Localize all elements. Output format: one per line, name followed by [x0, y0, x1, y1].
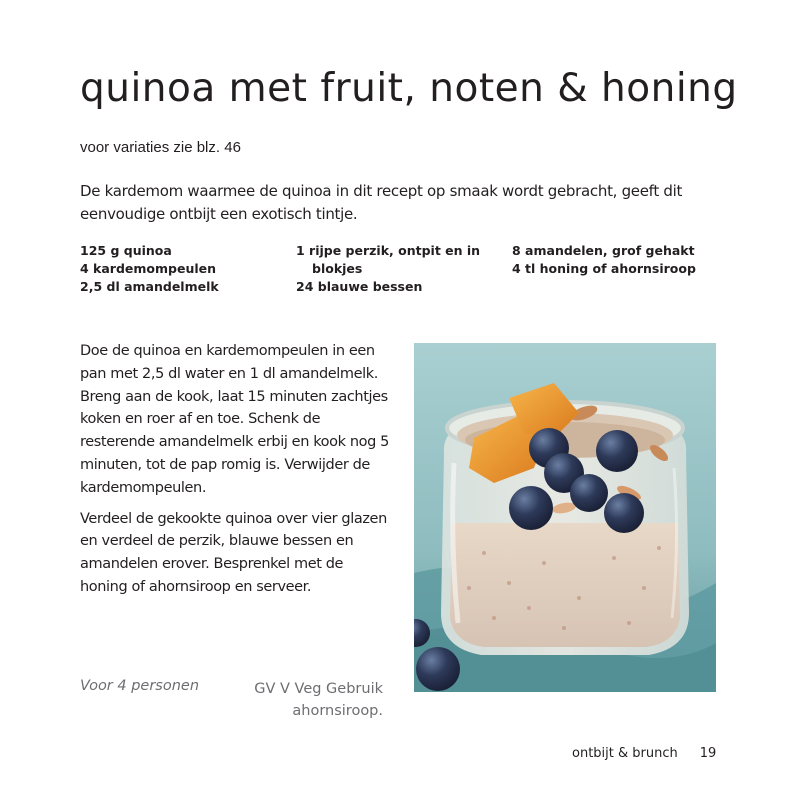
ingredients-column-3 — [512, 242, 696, 278]
ingredient-item: 1 rijpe perzik, ontpit en in — [296, 243, 481, 258]
method-paragraph: Doe de quinoa en kardemompeulen in een pan met 2,5 dl water en 1 dl amandelmelk. Breng aan de kook, laat 15 minuten zachtjes koken en roer af en toe. Schenk de resterende amandelmelk erbij en kook nog 5 minuten, tot de pap romig is. Verwijder de kardemompeulen. — [80, 343, 389, 496]
page-footer — [572, 746, 716, 761]
ingredient-item: 24 blauwe bessen — [296, 279, 423, 294]
ingredients-column-1 — [80, 242, 219, 296]
section-name: ontbijt & brunch — [572, 746, 678, 761]
servings-note: Voor 4 personen — [80, 678, 200, 694]
ingredient-item: 8 amandelen, grof gehakt — [512, 243, 695, 258]
page-number: 19 — [699, 746, 717, 761]
method-paragraph: Verdeel de gekookte quinoa over vier glazen en verdeel de perzik, blauwe bessen en amandelen erover. Besprenkel met de honing of ahornsiroop en serveer. — [80, 510, 387, 595]
diet-note-line: GV V Veg Gebruik — [254, 681, 383, 697]
method-text — [80, 340, 390, 607]
variations-note: voor variaties zie blz. 46 — [80, 139, 241, 156]
diet-note-line: ahornsiroop. — [292, 703, 383, 719]
recipe-intro: De kardemom waarmee de quinoa in dit recept op smaak wordt gebracht, geeft dit eenvoudige ontbijt een exotisch tintje. — [80, 182, 683, 223]
ingredient-item: 4 kardemompeulen — [80, 261, 217, 276]
ingredient-item: 2,5 dl amandelmelk — [80, 279, 219, 294]
ingredient-item: 125 g quinoa — [80, 243, 172, 258]
quinoa-jar-illustration — [414, 343, 716, 692]
ingredient-item: 4 tl honing of ahornsiroop — [512, 261, 696, 276]
ingredient-item-continuation: blokjes — [312, 261, 363, 276]
diet-note — [245, 678, 383, 722]
quinoa-jar-photo — [414, 343, 716, 692]
ingredients-column-2 — [296, 242, 480, 296]
recipe-title: quinoa met fruit, noten & honing — [80, 66, 738, 111]
